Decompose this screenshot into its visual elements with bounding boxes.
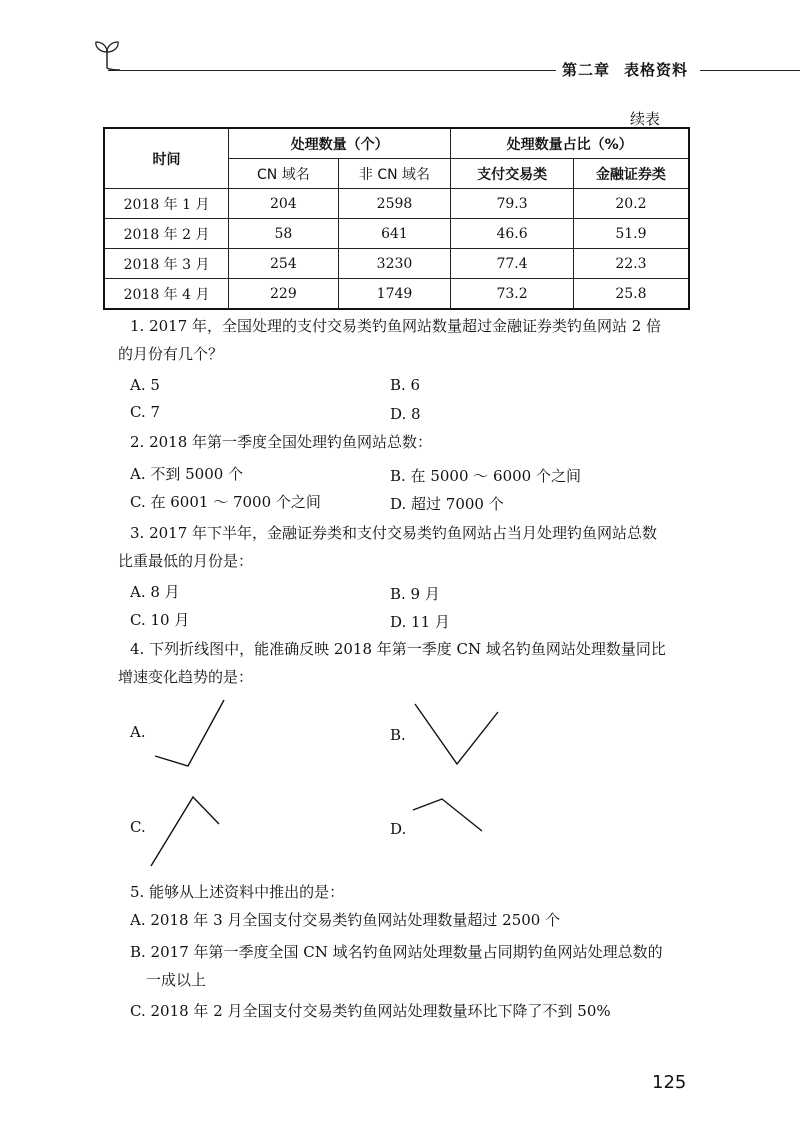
table-cell: 2018 年 4 月 (104, 279, 229, 310)
page-number: 125 (652, 1072, 687, 1093)
q2-option-b: B. 在 5000 ～ 6000 个之间 (390, 467, 581, 485)
q3-option-a: A. 8 月 (130, 583, 180, 601)
table-cell: 641 (338, 219, 451, 249)
header-time: 时间 (104, 128, 229, 189)
q1-line2: 的月份有几个？ (118, 345, 224, 363)
graph-b-line (415, 704, 498, 764)
table-cell: 79.3 (451, 189, 574, 219)
q5-option-a: A. 2018 年 3 月全国支付交易类钓鱼网站处理数量超过 2500 个 (130, 911, 561, 929)
table-cell: 2018 年 1 月 (104, 189, 229, 219)
table-cell: 2598 (338, 189, 451, 219)
q5-option-b-line1: B. 2017 年第一季度全国 CN 域名钓鱼网站处理数量占同期钓鱼网站处理总数的 (130, 943, 663, 961)
table-cell: 20.2 (573, 189, 689, 219)
q3-option-d: D. 11 月 (390, 613, 450, 631)
q2-line1: 2. 2018 年第一季度全国处理钓鱼网站总数： (130, 433, 433, 451)
q5-line1: 5. 能够从上述资料中推出的是： (130, 883, 345, 901)
table-cell: 77.4 (451, 249, 574, 279)
table-cell: 3230 (338, 249, 451, 279)
q4-line2: 增速变化趋势的是： (118, 668, 254, 686)
header-group-share: 处理数量占比（%） (451, 128, 689, 159)
q5-option-b-line2: 一成以上 (146, 971, 207, 989)
header-group-count: 处理数量（个） (229, 128, 451, 159)
table-cell: 254 (229, 249, 339, 279)
table-cell: 22.3 (573, 249, 689, 279)
table-cell: 1749 (338, 279, 451, 310)
table-cell: 204 (229, 189, 339, 219)
q1-option-d: D. 8 (390, 405, 421, 423)
q1-option-a: A. 5 (130, 376, 160, 394)
table-cell: 229 (229, 279, 339, 310)
q2-option-c: C. 在 6001 ～ 7000 个之间 (130, 493, 321, 511)
header-payment: 支付交易类 (451, 159, 574, 189)
header-non-cn-domain: 非 CN 域名 (338, 159, 451, 189)
table-cell: 58 (229, 219, 339, 249)
header-finance: 金融证券类 (573, 159, 689, 189)
graph-c-line (151, 797, 219, 866)
graph-a-line (155, 700, 224, 766)
q2-option-a: A. 不到 5000 个 (130, 465, 244, 483)
q3-option-c: C. 10 月 (130, 611, 190, 629)
q1-option-b: B. 6 (390, 376, 421, 394)
q2-option-d: D. 超过 7000 个 (390, 495, 504, 513)
section-title: 表格资料 (624, 61, 689, 79)
table-continued-label: 续表 (630, 110, 661, 128)
q4-line1: 4. 下列折线图中，能准确反映 2018 年第一季度 CN 域名钓鱼网站处理数量同比 (130, 640, 666, 658)
table-cell: 2018 年 3 月 (104, 249, 229, 279)
header-cn-domain: CN 域名 (229, 159, 339, 189)
q4-option-b: B. (390, 726, 406, 744)
table-cell: 46.6 (451, 219, 574, 249)
graph-d-line (413, 799, 482, 831)
q3-option-b: B. 9 月 (390, 585, 440, 603)
q4-option-d: D. (390, 820, 407, 838)
table-cell: 25.8 (573, 279, 689, 310)
chapter-number: 第二章 (562, 61, 611, 79)
q4-option-c: C. (130, 818, 146, 836)
table-cell: 51.9 (573, 219, 689, 249)
q4-option-a: A. (130, 723, 146, 741)
q1-line1: 1. 2017 年，全国处理的支付交易类钓鱼网站数量超过金融证券类钓鱼网站 2 倍 (130, 317, 662, 335)
q3-line1: 3. 2017 年下半年，金融证券类和支付交易类钓鱼网站占当月处理钓鱼网站总数 (130, 524, 658, 542)
q5-option-c: C. 2018 年 2 月全国支付交易类钓鱼网站处理数量环比下降了不到 50% (130, 1002, 611, 1020)
table-cell: 73.2 (451, 279, 574, 310)
q3-line2: 比重最低的月份是： (118, 552, 254, 570)
q1-option-c: C. 7 (130, 403, 161, 421)
table-cell: 2018 年 2 月 (104, 219, 229, 249)
